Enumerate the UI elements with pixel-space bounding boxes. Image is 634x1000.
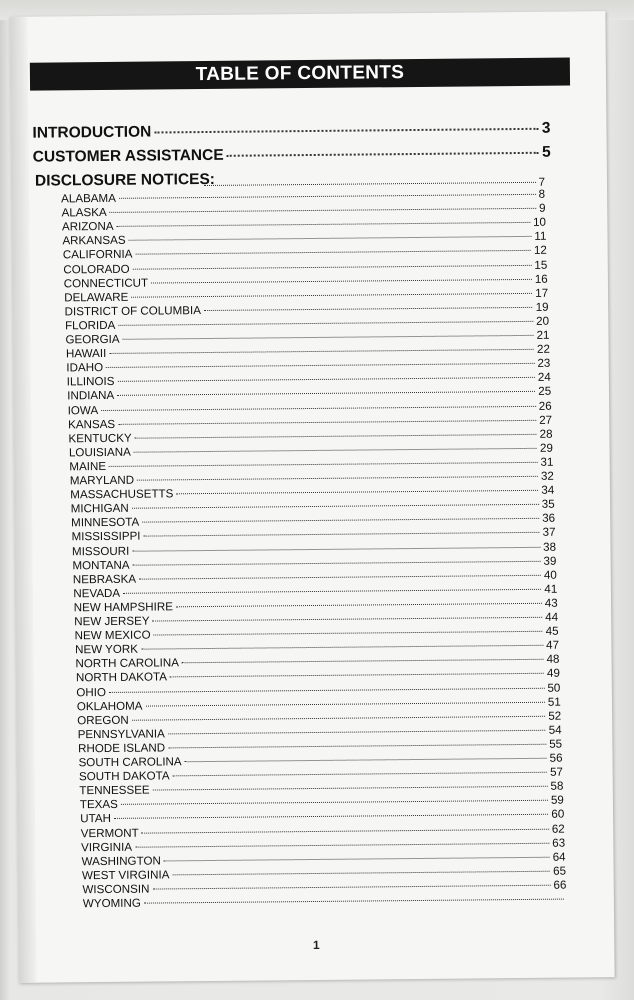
state-page: 36 <box>542 511 556 526</box>
state-label: OREGON <box>77 713 129 727</box>
dot-leader <box>153 617 543 622</box>
footer-page-number: 1 <box>312 937 320 953</box>
state-label: SOUTH CAROLINA <box>78 755 182 770</box>
dot-leader <box>176 603 542 608</box>
dot-leader <box>119 194 536 199</box>
state-page: 48 <box>546 652 560 667</box>
dot-leader <box>164 856 550 861</box>
state-label: MARYLAND <box>69 473 135 488</box>
title-banner <box>30 58 570 91</box>
state-page: 63 <box>552 836 566 850</box>
state-page: 34 <box>541 483 555 497</box>
state-page: 32 <box>540 469 554 483</box>
dot-leader <box>110 208 536 213</box>
state-page: 60 <box>551 807 565 822</box>
state-page: 43 <box>544 596 558 610</box>
state-label: NEW YORK <box>74 642 139 657</box>
dot-leader <box>185 758 547 762</box>
dot-leader <box>173 772 547 777</box>
state-label: MISSOURI <box>71 544 130 558</box>
dot-leader <box>137 476 538 481</box>
state-label: SOUTH DAKOTA <box>78 769 170 784</box>
toc-entry-page: 3 <box>541 119 551 137</box>
state-page: 64 <box>552 850 566 864</box>
dot-leader <box>134 448 537 453</box>
dot-leader <box>227 152 539 157</box>
state-page: 29 <box>539 441 553 455</box>
state-page: 66 <box>553 878 567 892</box>
state-label: DISTRICT OF COLUMBIA <box>64 303 202 319</box>
state-label: MISSISSIPPI <box>71 530 141 544</box>
dot-leader <box>135 842 549 847</box>
state-page: 39 <box>543 554 557 568</box>
state-page: 54 <box>548 723 562 737</box>
state-page: 37 <box>542 526 556 540</box>
state-page: 40 <box>543 568 557 582</box>
state-label: RHODE ISLAND <box>78 741 166 756</box>
state-page: 35 <box>541 497 555 511</box>
state-label: NEBRASKA <box>72 572 137 586</box>
state-page: 47 <box>546 638 560 652</box>
state-label: LOUISIANA <box>68 445 131 460</box>
dot-leader <box>123 589 541 594</box>
dot-leader <box>132 546 540 551</box>
dot-leader <box>144 532 540 537</box>
booklet-page <box>9 11 614 983</box>
dot-leader <box>152 885 550 890</box>
section-heading-page: 7 <box>538 175 546 189</box>
state-label: KENTUCKY <box>68 431 132 446</box>
state-page: 59 <box>550 793 564 808</box>
state-label: GEORGIA <box>65 332 120 347</box>
dot-leader <box>135 434 537 439</box>
toc-entry-introduction[interactable] <box>32 120 550 143</box>
dot-leader <box>170 673 544 678</box>
state-page: 41 <box>544 582 558 596</box>
state-label: VIRGINIA <box>81 840 133 854</box>
dot-leader <box>101 405 536 410</box>
toc-entry-page: 5 <box>541 143 551 161</box>
state-label: IDAHO <box>66 361 104 375</box>
state-label: KANSAS <box>68 417 116 431</box>
state-page: 23 <box>537 356 551 371</box>
state-label: TEXAS <box>79 798 118 812</box>
state-page: 24 <box>537 370 551 385</box>
state-page: 52 <box>548 709 562 723</box>
dot-leader <box>135 250 531 255</box>
state-page: 44 <box>545 610 559 624</box>
state-page: 28 <box>539 427 553 441</box>
dot-leader <box>151 278 532 283</box>
dot-leader <box>204 182 536 186</box>
state-label: ARKANSAS <box>62 234 126 248</box>
state-label: PENNSYLVANIA <box>77 727 165 742</box>
state-page: 25 <box>538 385 552 399</box>
state-page: 62 <box>551 822 565 836</box>
dot-leader <box>154 631 543 636</box>
state-label: COLORADO <box>63 262 130 276</box>
state-page: 27 <box>539 413 553 427</box>
dot-leader <box>117 222 531 227</box>
state-label: NEW HAMPSHIRE <box>73 600 173 615</box>
state-page: 11 <box>534 230 547 244</box>
state-label: ALASKA <box>61 206 107 220</box>
state-label: UTAH <box>80 812 112 826</box>
state-label: NEW JERSEY <box>74 614 150 629</box>
dot-leader <box>106 363 534 368</box>
dot-leader <box>141 645 543 650</box>
dot-leader <box>109 462 537 467</box>
dot-leader <box>117 391 535 396</box>
state-page: 16 <box>534 272 548 286</box>
state-label: IOWA <box>67 403 99 417</box>
state-label: NORTH DAKOTA <box>75 670 168 685</box>
state-label: NEW MEXICO <box>74 628 151 643</box>
toc-entry-label: CUSTOMER ASSISTANCE <box>32 146 224 166</box>
state-page: 12 <box>533 244 547 258</box>
state-label: WASHINGTON <box>81 854 161 868</box>
dot-leader <box>132 504 539 509</box>
state-label: MONTANA <box>72 558 130 572</box>
state-page: 50 <box>547 681 561 695</box>
state-page: 20 <box>536 314 550 328</box>
dot-leader <box>123 335 534 340</box>
state-page: 26 <box>538 399 552 413</box>
state-page: 49 <box>546 667 560 681</box>
state-label: WYOMING <box>82 896 141 911</box>
dot-leader <box>172 871 550 876</box>
state-page: 19 <box>535 300 549 314</box>
state-label: MICHIGAN <box>70 501 129 516</box>
state-page: 45 <box>545 624 559 638</box>
dot-leader <box>204 307 533 311</box>
state-label: MINNESOTA <box>71 515 140 530</box>
dot-leader <box>114 814 548 819</box>
state-label: MASSACHUSETTS <box>70 487 174 502</box>
state-label: FLORIDA <box>64 318 116 333</box>
state-label: WISCONSIN <box>82 882 150 897</box>
dot-leader <box>132 715 546 720</box>
dot-leader <box>133 264 532 269</box>
dot-leader <box>133 560 541 565</box>
state-page: 17 <box>535 286 549 300</box>
state-page: 51 <box>547 695 561 709</box>
dot-leader <box>144 899 564 904</box>
state-label: OHIO <box>76 685 107 699</box>
section-heading: DISCLOSURE NOTICES: <box>34 170 216 190</box>
dot-leader <box>153 786 548 791</box>
state-label: WEST VIRGINIA <box>81 868 170 883</box>
dot-leader <box>129 236 532 241</box>
dot-leader <box>168 744 546 749</box>
state-label: NEVADA <box>73 586 121 601</box>
state-label: NORTH CAROLINA <box>75 656 180 671</box>
state-label: TENNESSEE <box>79 783 150 798</box>
state-page: 22 <box>536 342 550 356</box>
state-label: CONNECTICUT <box>63 276 149 290</box>
dot-leader <box>142 518 539 523</box>
dot-leader <box>176 490 538 494</box>
state-label: CALIFORNIA <box>62 248 133 262</box>
state-label: INDIANA <box>67 389 115 403</box>
state-page: 57 <box>549 765 564 779</box>
state-page: 10 <box>533 215 547 230</box>
state-label: ALABAMA <box>61 191 116 206</box>
state-page: 8 <box>538 187 546 201</box>
dot-leader <box>131 293 532 298</box>
dot-leader <box>168 730 546 735</box>
dot-leader <box>118 321 533 326</box>
state-label: DELAWARE <box>64 290 129 305</box>
dot-leader <box>118 419 536 424</box>
state-page: 15 <box>534 258 548 272</box>
state-page: 55 <box>549 737 563 751</box>
state-page: 58 <box>550 779 564 793</box>
state-page: 9 <box>539 201 546 215</box>
state-label: ARIZONA <box>61 220 114 234</box>
dot-leader <box>154 128 539 134</box>
state-page: 56 <box>549 751 563 765</box>
state-label: OKLAHOMA <box>76 699 143 713</box>
state-page: 65 <box>553 864 567 878</box>
toc-entry-customer-assistance[interactable] <box>33 144 551 167</box>
state-page: 38 <box>543 540 557 554</box>
state-page: 21 <box>536 328 550 342</box>
page-title: TABLE OF CONTENTS <box>195 62 405 86</box>
state-label: ILLINOIS <box>66 375 115 389</box>
dot-leader <box>182 659 544 663</box>
dot-leader <box>117 377 534 382</box>
dot-leader <box>109 349 534 354</box>
dot-leader <box>121 800 548 805</box>
state-label: VERMONT <box>80 826 139 840</box>
state-label: HAWAII <box>65 347 107 361</box>
dot-leader <box>109 687 544 692</box>
dot-leader <box>139 574 541 579</box>
state-label: MAINE <box>69 459 107 474</box>
state-page: 31 <box>540 455 554 469</box>
dot-leader <box>142 828 549 833</box>
toc-entry-label: INTRODUCTION <box>32 123 152 142</box>
dot-leader <box>146 701 545 706</box>
